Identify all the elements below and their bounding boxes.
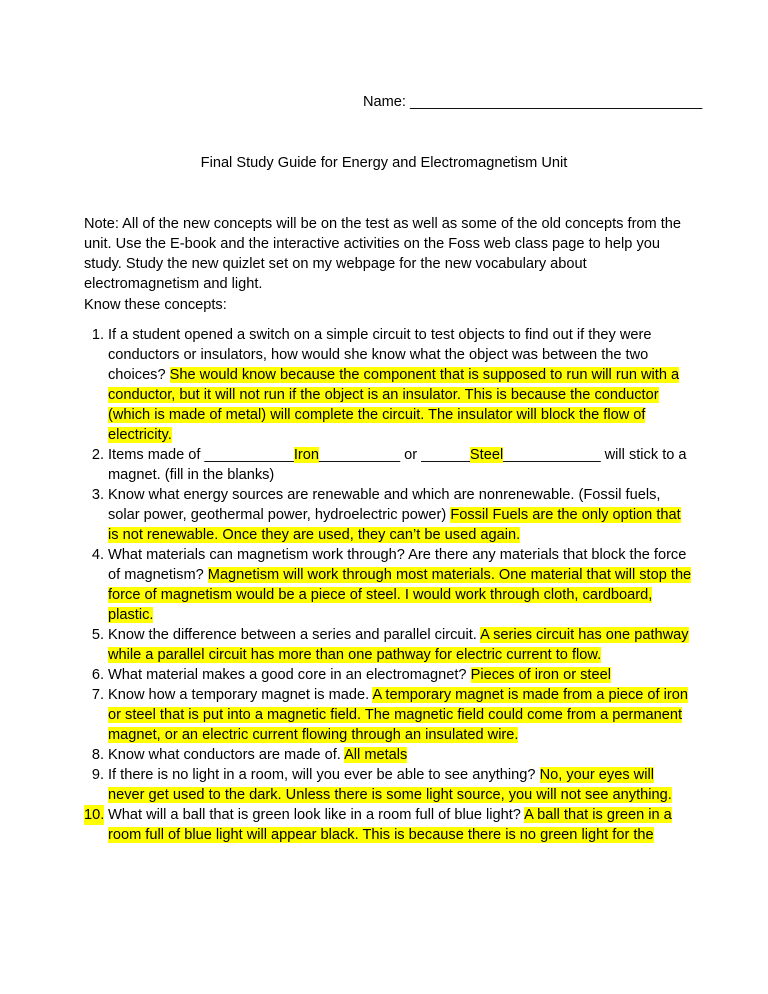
list-item <box>84 445 694 485</box>
list-item <box>84 625 694 665</box>
item-number: 10. <box>84 807 105 823</box>
question-text: Know what energy sources are renewable and which are nonrenewable. (Fossil fuels, solar power, geothermal power, hydroelectric power) <box>108 487 661 523</box>
name-field-label: Name: ____________________________________ <box>363 94 703 110</box>
question-text: Know the difference between a series and parallel circuit. <box>108 627 481 643</box>
answer-highlight: A temporary magnet is made from a piece of iron or steel that is put into a magnetic field. The magnetic field could come from a permanent magnet, or an electric current flowing through an insulated wire. <box>108 687 688 743</box>
list-item <box>84 805 694 845</box>
list-item <box>84 745 694 765</box>
list-item <box>84 485 694 545</box>
item-number: 7. <box>91 687 104 703</box>
note-paragraph: Note: All of the new concepts will be on the test as well as some of the old concepts from the unit. Use the E-book and the interactive activities on the Foss web class page to help you study. Study the new quizlet set on my webpage for the new vocabulary about electromagnetism and light. <box>84 216 682 292</box>
question-text: __________ or ______ <box>318 447 470 463</box>
question-text: If there is no light in a room, will you ever be able to see anything? <box>108 767 540 783</box>
item-number: 5. <box>91 627 104 643</box>
question-text: What will a ball that is green look like in a room full of blue light? <box>108 807 525 823</box>
item-number: 4. <box>91 547 104 563</box>
list-item <box>84 665 694 685</box>
document-title: Final Study Guide for Energy and Electromagnetism Unit <box>200 155 568 171</box>
question-text: What materials can magnetism work through? Are there any materials that block the force of magnetism? <box>108 547 687 583</box>
answer-highlight: No, your eyes will never get used to the dark. Unless there is some light source, you will not see anything. <box>108 767 672 803</box>
answer-highlight: Pieces of iron or steel <box>470 667 611 683</box>
question-text: Know how a temporary magnet is made. <box>108 687 373 703</box>
list-item <box>84 325 694 445</box>
answer-highlight: A ball that is green in a room full of blue light will appear black. This is because there is no green light for the <box>108 807 672 843</box>
question-text: Items made of ___________ <box>108 447 294 463</box>
concepts-heading: Know these concepts: <box>84 297 227 313</box>
list-item <box>84 685 694 745</box>
answer-highlight: Iron <box>293 447 319 463</box>
question-text: Know what conductors are made of. <box>108 747 345 763</box>
item-number: 1. <box>91 327 104 343</box>
question-text: If a student opened a switch on a simple circuit to test objects to find out if they were conductors or insulators, how would she know what the object was between the two choices? <box>108 327 652 383</box>
question-text: ____________ will stick to a magnet. (fill in the blanks) <box>108 447 687 483</box>
item-number: 6. <box>91 667 104 683</box>
answer-highlight: All metals <box>344 747 408 763</box>
item-number: 3. <box>91 487 104 503</box>
answer-highlight: Steel <box>469 447 504 463</box>
list-item <box>84 765 694 805</box>
answer-highlight: Magnetism will work through most materials. One material that will stop the force of magnetism would be a piece of steel. I would work through cloth, cardboard, plastic. <box>108 567 692 623</box>
answer-highlight: Fossil Fuels are the only option that is not renewable. Once they are used, they can’t be used again. <box>108 507 681 543</box>
concepts-list <box>84 325 694 845</box>
answer-highlight: She would know because the component that is supposed to run will run with a conductor, but it will not run if the object is an insulator. This is because the conductor (which is made of metal) will complete the circuit. The insulator will block the flow of electricity. <box>108 367 680 443</box>
list-item <box>84 545 694 625</box>
item-number: 8. <box>91 747 104 763</box>
question-text: What material makes a good core in an electromagnet? <box>108 667 471 683</box>
answer-highlight: A series circuit has one pathway while a parallel circuit has more than one pathway for electric current to flow. <box>108 627 689 663</box>
item-number: 2. <box>91 447 104 463</box>
item-number: 9. <box>91 767 104 783</box>
